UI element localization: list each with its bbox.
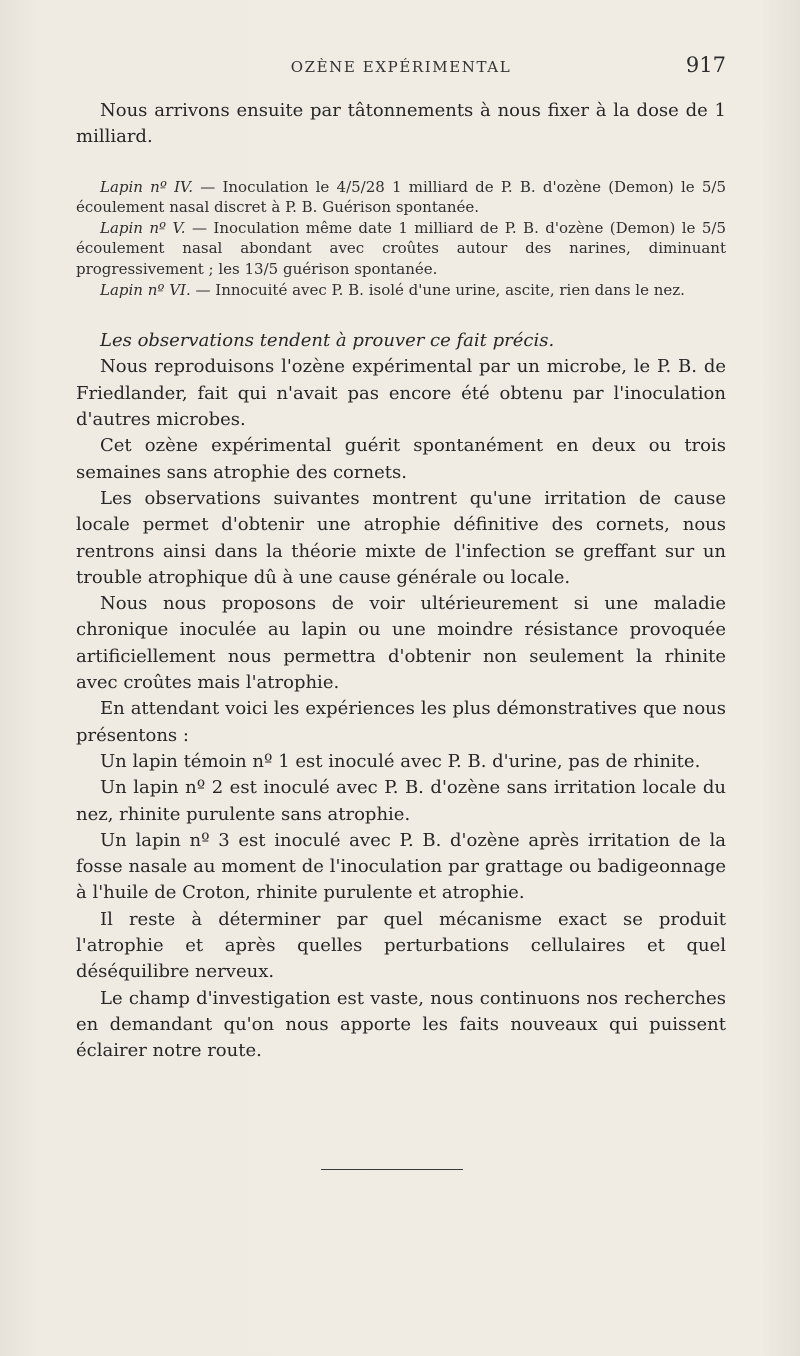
case-entry [76, 280, 726, 301]
body-paragraph: En attendant voici les expériences les plus démonstratives que nous présentons : [76, 698, 726, 746]
case-entry [76, 177, 726, 218]
body-paragraph: Nous reproduisons l'ozène expérimental par un microbe, le P. B. de Friedlander, fait qui n'avait pas encore été obtenu par l'inoculation d'autres microbes. [76, 356, 726, 431]
body-paragraph: Un lapin nº 2 est inoculé avec P. B. d'ozène sans irritation locale du nez, rhinite purulente sans atrophie. [76, 777, 726, 825]
body-paragraph: Cet ozène expérimental guérit spontanément en deux ou trois semaines sans atrophie des cornets. [76, 435, 726, 483]
body-paragraph: Nous nous proposons de voir ultérieurement si une maladie chronique inoculée au lapin ou une moindre résistance provoquée artificiellement nous permettra d'obtenir non seulement la rhinite avec croûtes mais l'atrophie. [76, 593, 726, 694]
intro-paragraph: Nous arrivons ensuite par tâtonnements à nous fixer à la dose de 1 milliard. [76, 100, 726, 148]
case-label: Lapin nº VI. [100, 280, 191, 299]
body-paragraph: Un lapin nº 3 est inoculé avec P. B. d'ozène après irritation de la fosse nasale au moment de l'inoculation par grattage ou badigeonnage à l'huile de Croton, rhinite purulente et atrophie. [76, 829, 726, 904]
body-paragraph: Un lapin témoin nº 1 est inoculé avec P. B. d'urine, pas de rhinite. [100, 750, 701, 772]
page-header [76, 50, 726, 86]
body-paragraph: Le champ d'investigation est vaste, nous continuons nos recherches en demandant qu'on nous apporte les faits nouveaux qui puissent éclairer notre route. [76, 987, 726, 1062]
case-label: Lapin nº V. [100, 218, 186, 237]
page-number: 917 [685, 53, 726, 77]
case-text: — Innocuité avec P. B. isolé d'une urine, ascite, rien dans le nez. [190, 280, 685, 299]
body-paragraph: Il reste à déterminer par quel mécanisme exact se produit l'atrophie et après quelles perturbations cellulaires et quel déséquilibre nerveux. [76, 908, 726, 983]
case-label: Lapin nº IV. [100, 177, 194, 196]
case-text: — Inoculation le 4/5/28 1 milliard de P. B. d'ozène (Demon) le 5/5 écoulement nasal discret à P. B. Guérison spontanée. [76, 177, 726, 217]
page-body [76, 98, 726, 1064]
case-text: — Inoculation même date 1 milliard de P. B. d'ozène (Demon) le 5/5 écoulement nasal abondant avec croûtes autour des narines, diminuant progressivement ; les 13/5 guérison spontanée. [76, 218, 726, 278]
running-title: OZÈNE EXPÉRIMENTAL [290, 58, 512, 76]
case-list [76, 177, 726, 301]
body-paragraph: Les observations suivantes montrent qu'une irritation de cause locale permet d'obtenir une atrophie définitive des cornets, nous rentrons ainsi dans la théorie mixte de l'infection se greffant sur un trouble atrophique dû à une cause générale ou locale. [76, 487, 726, 588]
observations-heading: Les observations tendent à prouver ce fait précis. [100, 330, 555, 352]
case-entry [76, 218, 726, 280]
end-rule [321, 1169, 463, 1170]
